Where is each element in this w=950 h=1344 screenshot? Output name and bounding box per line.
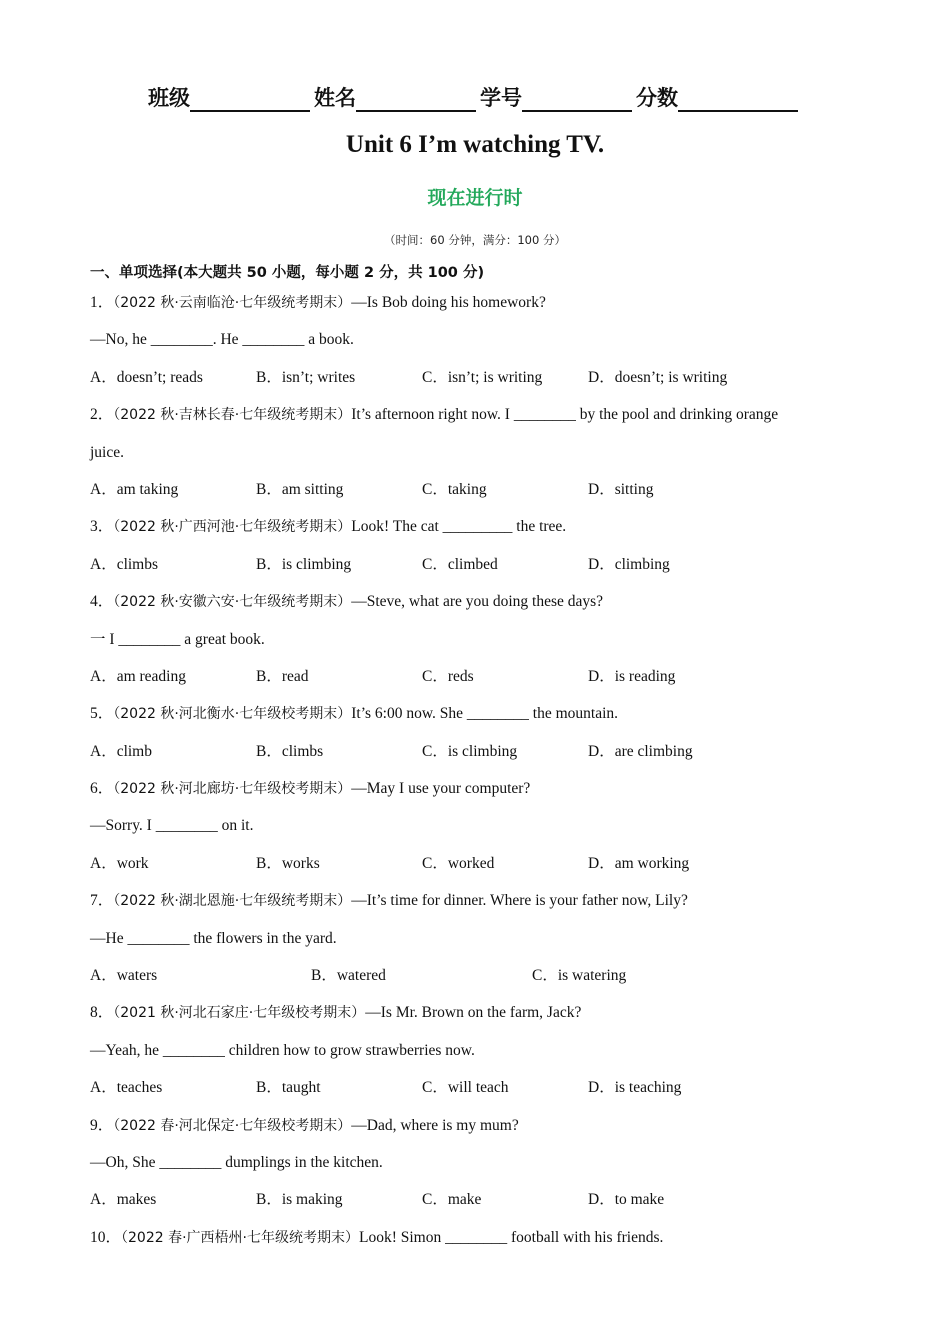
question-number: 4． bbox=[90, 593, 114, 611]
question-stem bbox=[90, 583, 870, 620]
header-field-label: 分数 bbox=[636, 86, 678, 110]
question-number: 3． bbox=[90, 518, 114, 536]
question-continuation: —Yeah, he ________ children how to grow strawberries now. bbox=[90, 1041, 475, 1059]
answer-options bbox=[90, 546, 870, 583]
question-continuation: 一 I ________ a great book. bbox=[90, 630, 265, 648]
answer-option[interactable]: C．is watering bbox=[532, 967, 627, 985]
answer-option[interactable]: B．climbs bbox=[256, 742, 324, 760]
answer-options bbox=[90, 957, 870, 994]
answer-options bbox=[90, 733, 870, 770]
question-source: （2022 秋·湖北恩施·七年级统考期末） bbox=[113, 893, 352, 910]
question-stem bbox=[90, 695, 870, 732]
header-field-blank bbox=[522, 90, 632, 112]
header-field-blank bbox=[678, 90, 798, 112]
answer-option[interactable]: B．read bbox=[256, 667, 309, 685]
header-field bbox=[480, 82, 636, 112]
student-info-line bbox=[0, 82, 950, 112]
answer-option[interactable]: D．is reading bbox=[588, 667, 676, 685]
answer-option[interactable]: C．is climbing bbox=[422, 742, 518, 760]
question-number: 10． bbox=[90, 1228, 122, 1246]
question-source: （2022 春·河北保定·七年级校考期末） bbox=[113, 1117, 352, 1134]
question-continuation: —No, he ________. He ________ a book. bbox=[90, 331, 354, 349]
answer-option[interactable]: C．make bbox=[422, 1191, 482, 1209]
answer-option[interactable]: A．doesn’t; reads bbox=[90, 368, 203, 386]
question-stem bbox=[90, 1219, 870, 1256]
answer-option[interactable]: A．climb bbox=[90, 742, 152, 760]
answer-option[interactable]: D．am working bbox=[588, 854, 690, 872]
answer-option[interactable]: D．is teaching bbox=[588, 1079, 682, 1097]
question-text: It’s afternoon right now. I ________ by the pool and drinking orange bbox=[351, 406, 779, 424]
question-text: Look! Simon ________ football with his friends. bbox=[359, 1228, 664, 1246]
question-number: 5． bbox=[90, 705, 114, 723]
question-number: 7． bbox=[90, 892, 114, 910]
question-stem bbox=[90, 284, 870, 321]
question-number: 8． bbox=[90, 1004, 114, 1022]
section-heading: 一、单项选择(本大题共 50 小题，每小题 2 分，共 100 分) bbox=[90, 265, 485, 281]
answer-option[interactable]: B．watered bbox=[311, 967, 386, 985]
question-number: 9． bbox=[90, 1116, 114, 1134]
question-text: —It’s time for dinner. Where is your father now, Lily? bbox=[351, 892, 688, 910]
answer-options bbox=[90, 1069, 870, 1106]
answer-option[interactable]: D．climbing bbox=[588, 555, 670, 573]
question-text: It’s 6:00 now. She ________ the mountain. bbox=[351, 705, 619, 723]
question-stem bbox=[90, 508, 870, 545]
answer-option[interactable]: C．isn’t; is writing bbox=[422, 368, 543, 386]
answer-option[interactable]: C．will teach bbox=[422, 1079, 509, 1097]
answer-option[interactable]: D．are climbing bbox=[588, 742, 693, 760]
header-field bbox=[314, 82, 480, 112]
question-source: （2022 秋·河北廊坊·七年级校考期末） bbox=[113, 781, 352, 798]
answer-option[interactable]: B．is climbing bbox=[256, 555, 352, 573]
question-stem bbox=[90, 882, 870, 919]
answer-option[interactable]: A．am reading bbox=[90, 667, 186, 685]
time-note: （时间：60 分钟，满分：100 分） bbox=[384, 233, 566, 247]
answer-option[interactable]: B．am sitting bbox=[256, 480, 344, 498]
question-source: （2022 秋·吉林长春·七年级统考期末） bbox=[113, 407, 352, 424]
answer-option[interactable]: C．reds bbox=[422, 667, 474, 685]
question-number: 6． bbox=[90, 780, 114, 798]
question-continuation: juice. bbox=[90, 443, 124, 461]
question-list bbox=[90, 284, 870, 1256]
question-continuation: —He ________ the flowers in the yard. bbox=[90, 929, 337, 947]
answer-option[interactable]: B．isn’t; writes bbox=[256, 368, 356, 386]
answer-option[interactable]: A．am taking bbox=[90, 480, 179, 498]
question-text: —May I use your computer? bbox=[351, 780, 531, 798]
answer-option[interactable]: D．sitting bbox=[588, 480, 654, 498]
answer-option[interactable]: B．is making bbox=[256, 1191, 343, 1209]
answer-option[interactable]: C．climbed bbox=[422, 555, 498, 573]
question-text: —Dad, where is my mum? bbox=[351, 1116, 519, 1134]
answer-option[interactable]: D．to make bbox=[588, 1191, 665, 1209]
question-stem bbox=[90, 994, 870, 1031]
question-source: （2022 秋·广西河池·七年级统考期末） bbox=[113, 519, 352, 536]
answer-options bbox=[90, 845, 870, 882]
question-continuation: —Oh, She ________ dumplings in the kitchen. bbox=[90, 1153, 383, 1171]
answer-option[interactable]: A．climbs bbox=[90, 555, 159, 573]
header-field bbox=[636, 82, 802, 112]
header-field bbox=[148, 82, 314, 112]
question-text: —Steve, what are you doing these days? bbox=[351, 593, 604, 611]
answer-options bbox=[90, 1181, 870, 1218]
question-stem bbox=[90, 396, 870, 433]
header-field-label: 姓名 bbox=[314, 86, 356, 110]
question-continuation: —Sorry. I ________ on it. bbox=[90, 817, 254, 835]
page-title: Unit 6 I’m watching TV. bbox=[345, 131, 605, 158]
answer-option[interactable]: B．taught bbox=[256, 1079, 321, 1097]
answer-option[interactable]: B．works bbox=[256, 854, 320, 872]
header-field-blank bbox=[356, 90, 476, 112]
answer-option[interactable]: C．taking bbox=[422, 480, 487, 498]
question-source: （2022 秋·河北衡水·七年级校考期末） bbox=[113, 706, 352, 723]
answer-options bbox=[90, 471, 870, 508]
question-text: —Is Bob doing his homework? bbox=[351, 294, 546, 311]
question-stem bbox=[90, 770, 870, 807]
page-subtitle: 现在进行时 bbox=[427, 187, 523, 209]
answer-options bbox=[90, 359, 870, 396]
question-source: （2022 秋·安徽六安·七年级统考期末） bbox=[113, 594, 352, 611]
question-text: Look! The cat _________ the tree. bbox=[351, 518, 567, 536]
header-field-label: 班级 bbox=[148, 86, 190, 110]
answer-option[interactable]: A．teaches bbox=[90, 1079, 163, 1097]
header-field-blank bbox=[190, 90, 310, 112]
answer-option[interactable]: A．makes bbox=[90, 1191, 157, 1209]
question-stem bbox=[90, 1107, 870, 1144]
answer-options bbox=[90, 658, 870, 695]
question-source: （2021 秋·河北石家庄·七年级校考期末） bbox=[113, 1005, 366, 1022]
question-source: （2022 秋·云南临沧·七年级统考期末） bbox=[113, 295, 352, 311]
header-field-label: 学号 bbox=[480, 86, 522, 110]
answer-option[interactable]: C．worked bbox=[422, 854, 495, 872]
question-source: （2022 春·广西梧州·七年级统考期末） bbox=[121, 1229, 359, 1246]
question-number: 2． bbox=[90, 406, 114, 424]
question-text: —Is Mr. Brown on the farm, Jack? bbox=[365, 1004, 582, 1022]
answer-option[interactable]: D．doesn’t; is writing bbox=[588, 368, 728, 386]
answer-option[interactable]: A．work bbox=[90, 854, 149, 872]
question-number: 1． bbox=[90, 294, 114, 311]
answer-option[interactable]: A．waters bbox=[90, 967, 158, 985]
